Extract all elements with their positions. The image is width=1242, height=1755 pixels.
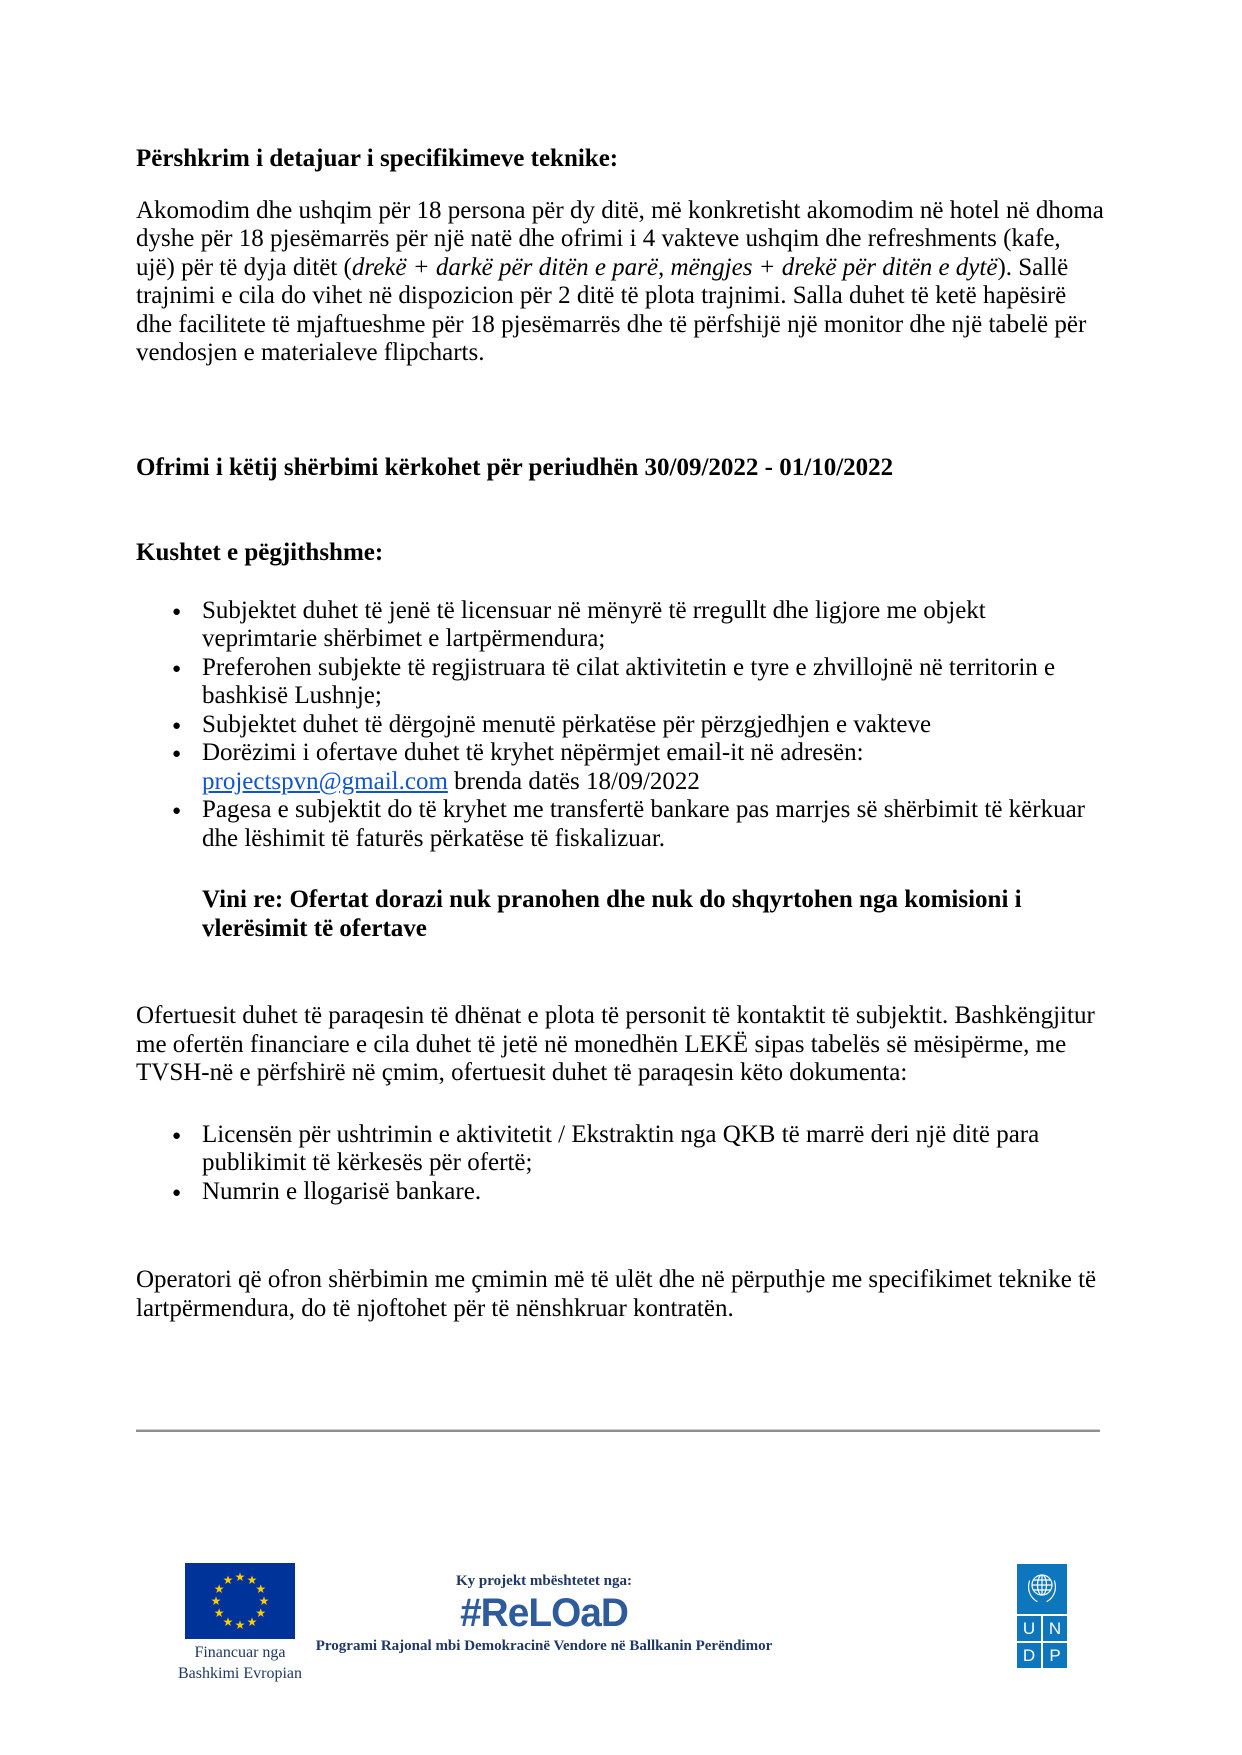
note-hand-delivery: Vini re: Ofertat dorazi nuk pranohen dhe nuk do shqyrtohen nga komisioni i vlerësimit të ofertave — [202, 886, 1022, 942]
un-emblem-icon — [1017, 1564, 1067, 1614]
paragraph-offerors: Ofertuesit duhet të paraqesin të dhënat e plota të personit të kontaktit të subjektit. Bashkëngjitur me ofertën financiare e cila duhet të jetë në monedhën LEKË sipas tabelës së mësipërme, me TVSH-në e përfshirë në çmim, ofertuesit duhet të paraqesin këto dokumenta: — [136, 1002, 1095, 1086]
condition-item-text: Dorëzimi i ofertave duhet të kryhet nëpërmjet email-it në adresën: — [202, 739, 864, 766]
condition-item-text: Subjektet duhet të jenë të licensuar në mënyrë të rregullt dhe ligjore me objekt veprimtarie shërbimet e lartpërmendura; — [202, 596, 986, 652]
paragraph-accommodation — [136, 197, 1105, 368]
undp-letter: P — [1043, 1643, 1067, 1668]
heading-general-conditions: Kushtet e pëgjithshme: — [136, 539, 384, 566]
undp-letter: U — [1017, 1616, 1041, 1641]
undp-letter: N — [1043, 1616, 1067, 1641]
required-document-text: Numrin e llogarisë bankare. — [202, 1177, 482, 1205]
footer-divider — [136, 1429, 1100, 1432]
condition-item-text: Pagesa e subjektit do të kryhet me transfertë bankare pas marrjes së shërbimit të kërkuar dhe lëshimit të faturës përkatëse të fiskalizuar. — [202, 796, 1086, 852]
paragraph-operator: Operatori që ofron shërbimin me çmimin më të ulët dhe në përputhje me specifikimet teknike të lartpërmendura, do të njoftohet për të nënshkruar kontratën. — [136, 1266, 1097, 1322]
required-documents-list — [136, 1121, 1105, 1207]
heading-technical-specs: Përshkrim i detajuar i specifikimeve teknike: — [136, 145, 619, 172]
eu-funding-caption-line1: Financuar nga — [194, 1644, 286, 1661]
paragraph-accommodation-text: Akomodim dhe ushqim për 18 persona për dy ditë, më konkretisht akomodim në hotel në dhoma dyshe për 18 pjesëmarrës për një natë dhe ofrimi i 4 vakteve ushqim dhe refreshments (kafe, ujë) për të dyja ditët ( — [136, 196, 1104, 281]
condition-item — [136, 654, 1105, 711]
conditions-list — [136, 597, 1105, 854]
undp-letter-grid — [1017, 1616, 1067, 1668]
condition-item-text-end: brenda datës 18/09/2022 — [447, 767, 700, 795]
condition-item — [136, 597, 1105, 654]
document-body — [136, 145, 1105, 1323]
eu-flag-icon: ★ ★ ★ ★ ★ ★ ★ ★ ★ ★ ★ ★ — [185, 1563, 295, 1639]
condition-item-email — [136, 739, 1105, 796]
paragraph-accommodation-italic: drekë + darkë për ditën e parë, mëngjes + drekë për ditën e dytë — [351, 253, 998, 281]
required-document-item — [136, 1121, 1105, 1178]
required-document-item — [136, 1178, 1105, 1207]
undp-logo — [1017, 1564, 1067, 1668]
footer-center — [284, 1572, 804, 1656]
paragraph-accommodation-text-end: ). Sallë trajnimi e cila do vihet në dispozicion për 2 ditë të plota trajnimi. Salla duhet të ketë hapësirë dhe facilitete të mjaftueshme për 18 pjesëmarrës dhe të përfshijë një monitor dhe një tabelë për vendosjen e materialeve flipcharts. — [136, 253, 1087, 366]
condition-item-text: Subjektet duhet të dërgojnë menutë përkatëse për përzgjedhjen e vakteve — [202, 710, 932, 738]
reload-logo: #ReLOaD — [460, 1591, 628, 1635]
condition-item-text: Preferohen subjekte të regjistruara të cilat aktivitetin e tyre e zhvillojnë në territorin e bashkisë Lushnje; — [202, 653, 1056, 709]
heading-service-period: Ofrimi i këtij shërbimi kërkohet për periudhën 30/09/2022 - 01/10/2022 — [136, 453, 894, 481]
program-name-text: Programi Rajonal mbi Demokracinë Vendore në Ballkanin Perëndimor — [315, 1638, 773, 1654]
email-link[interactable]: projectspvn@gmail.com — [202, 767, 448, 795]
eu-funding-caption-line2: Bashkimi Evropian — [178, 1665, 302, 1682]
required-document-text: Licensën për ushtrimin e aktivitetit / Ekstraktin nga QKB të marrë deri një ditë para publikimit të kërkesës për ofertë; — [202, 1120, 1040, 1176]
supported-by-text: Ky projekt mbështetet nga: — [456, 1573, 632, 1589]
condition-item — [136, 711, 1105, 740]
condition-item — [136, 796, 1105, 853]
undp-letter: D — [1017, 1643, 1041, 1668]
